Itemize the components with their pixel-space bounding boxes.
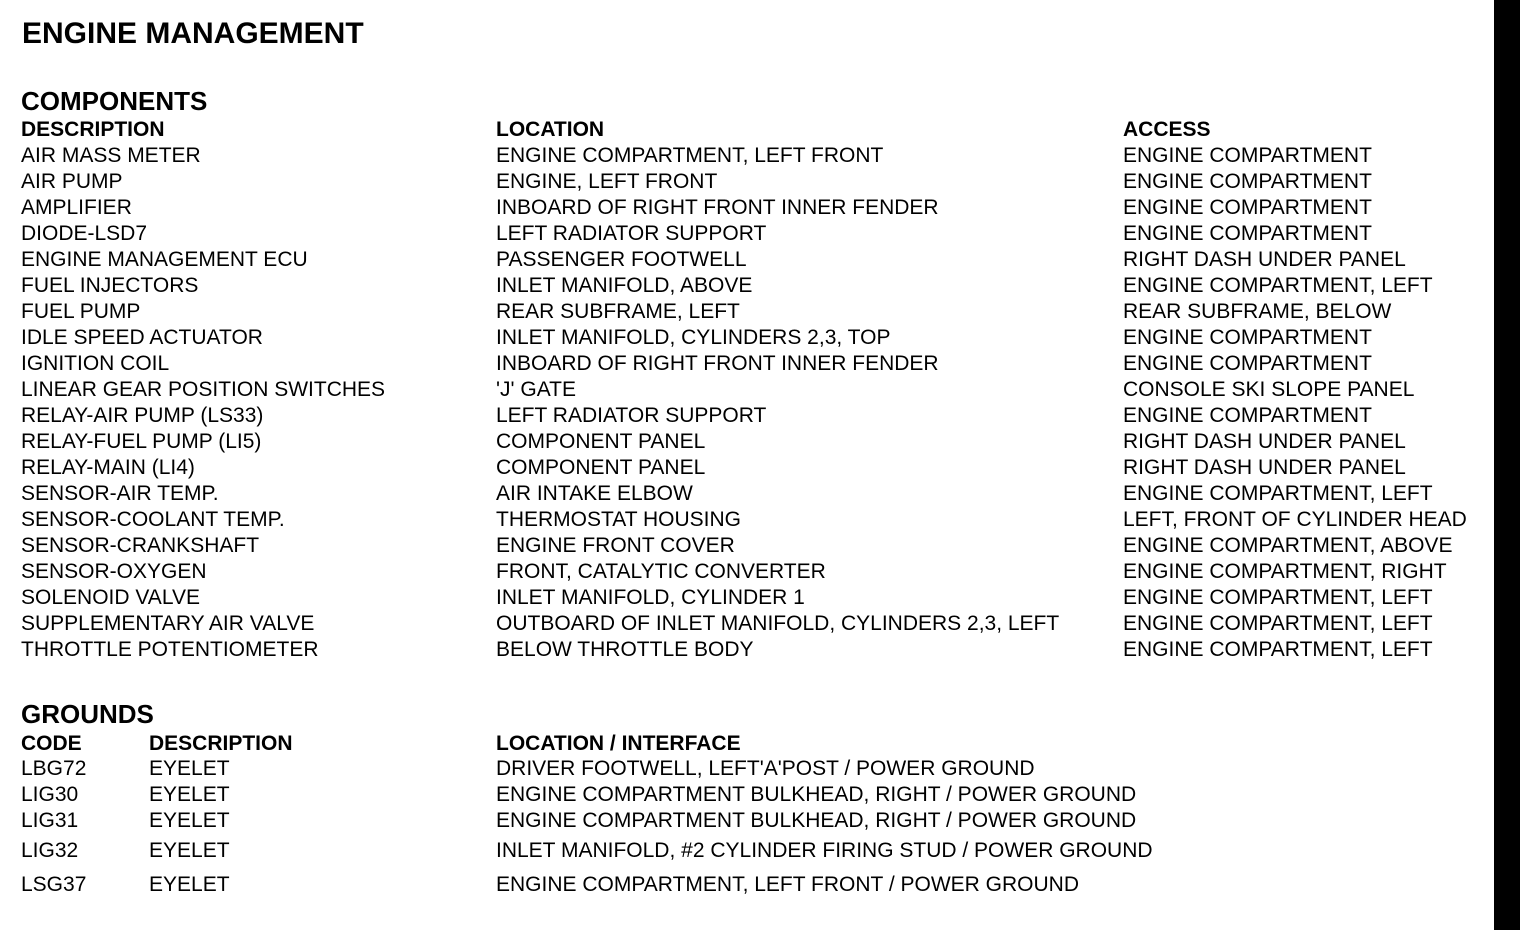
table-row	[0, 377, 1494, 403]
ground-code: LIG31	[21, 809, 79, 832]
ground-description: EYELET	[149, 783, 230, 806]
table-row	[0, 455, 1494, 481]
component-access: ENGINE COMPARTMENT	[1123, 222, 1372, 245]
component-access: ENGINE COMPARTMENT	[1123, 170, 1372, 193]
table-row	[0, 143, 1494, 169]
component-access: ENGINE COMPARTMENT, LEFT	[1123, 638, 1433, 661]
page-edge-bar	[1494, 0, 1520, 930]
ground-location: INLET MANIFOLD, #2 CYLINDER FIRING STUD / POWER GROUND	[496, 839, 1153, 862]
grounds-section-title: GROUNDS	[21, 699, 154, 729]
component-description: IGNITION COIL	[21, 352, 170, 375]
access-column-header: ACCESS	[1123, 118, 1211, 141]
component-access: ENGINE COMPARTMENT, LEFT	[1123, 586, 1433, 609]
component-access: ENGINE COMPARTMENT, LEFT	[1123, 612, 1433, 635]
component-description: AIR PUMP	[21, 170, 123, 193]
component-location: INBOARD OF RIGHT FRONT INNER FENDER	[496, 352, 939, 375]
component-description: SENSOR-COOLANT TEMP.	[21, 508, 285, 531]
component-description: AMPLIFIER	[21, 196, 132, 219]
table-row	[0, 507, 1494, 533]
component-access: ENGINE COMPARTMENT, LEFT	[1123, 274, 1433, 297]
component-description: THROTTLE POTENTIOMETER	[21, 638, 319, 661]
component-location: FRONT, CATALYTIC CONVERTER	[496, 560, 826, 583]
table-row	[0, 872, 1494, 898]
component-description: IDLE SPEED ACTUATOR	[21, 326, 263, 349]
component-description: FUEL INJECTORS	[21, 274, 199, 297]
component-access: CONSOLE SKI SLOPE PANEL	[1123, 378, 1415, 401]
component-description: SENSOR-AIR TEMP.	[21, 482, 219, 505]
table-row	[0, 299, 1494, 325]
table-row	[0, 247, 1494, 273]
component-description: RELAY-FUEL PUMP (LI5)	[21, 430, 262, 453]
table-row	[0, 838, 1494, 864]
table-row	[0, 756, 1494, 782]
component-location: AIR INTAKE ELBOW	[496, 482, 693, 505]
ground-description-column-header: DESCRIPTION	[149, 732, 293, 755]
component-location: PASSENGER FOOTWELL	[496, 248, 747, 271]
location-interface-column-header: LOCATION / INTERFACE	[496, 732, 741, 755]
component-access: RIGHT DASH UNDER PANEL	[1123, 248, 1406, 271]
table-row	[0, 273, 1494, 299]
table-row	[0, 481, 1494, 507]
component-location: COMPONENT PANEL	[496, 456, 706, 479]
component-location: OUTBOARD OF INLET MANIFOLD, CYLINDERS 2,3, LEFT	[496, 612, 1060, 635]
table-row	[0, 221, 1494, 247]
component-access: ENGINE COMPARTMENT	[1123, 352, 1372, 375]
component-description: SENSOR-OXYGEN	[21, 560, 207, 583]
table-row	[0, 195, 1494, 221]
component-location: 'J' GATE	[496, 378, 576, 401]
component-description: RELAY-MAIN (LI4)	[21, 456, 195, 479]
table-row	[0, 611, 1494, 637]
description-column-header: DESCRIPTION	[21, 118, 165, 141]
ground-description: EYELET	[149, 873, 230, 896]
component-location: THERMOSTAT HOUSING	[496, 508, 742, 531]
component-access: ENGINE COMPARTMENT	[1123, 196, 1372, 219]
component-description: DIODE-LSD7	[21, 222, 148, 245]
component-access: ENGINE COMPARTMENT	[1123, 326, 1372, 349]
table-row	[0, 585, 1494, 611]
component-description: SUPPLEMENTARY AIR VALVE	[21, 612, 315, 635]
ground-code: LBG72	[21, 757, 87, 780]
component-description: SOLENOID VALVE	[21, 586, 200, 609]
ground-description: EYELET	[149, 757, 230, 780]
component-description: FUEL PUMP	[21, 300, 141, 323]
table-row	[0, 559, 1494, 585]
component-access: REAR SUBFRAME, BELOW	[1123, 300, 1392, 323]
component-location: INLET MANIFOLD, ABOVE	[496, 274, 753, 297]
component-location: INBOARD OF RIGHT FRONT INNER FENDER	[496, 196, 939, 219]
table-row	[0, 169, 1494, 195]
component-location: ENGINE FRONT COVER	[496, 534, 735, 557]
ground-location: ENGINE COMPARTMENT, LEFT FRONT / POWER GROUND	[496, 873, 1079, 896]
component-location: INLET MANIFOLD, CYLINDERS 2,3, TOP	[496, 326, 891, 349]
component-description: RELAY-AIR PUMP (LS33)	[21, 404, 264, 427]
ground-description: EYELET	[149, 809, 230, 832]
grounds-table-header	[0, 731, 1494, 757]
ground-description: EYELET	[149, 839, 230, 862]
component-location: COMPONENT PANEL	[496, 430, 706, 453]
table-row	[0, 637, 1494, 663]
components-section-title: COMPONENTS	[21, 86, 208, 116]
page-title: ENGINE MANAGEMENT	[22, 17, 364, 50]
ground-code: LIG30	[21, 783, 79, 806]
table-row	[0, 403, 1494, 429]
ground-code: LIG32	[21, 839, 79, 862]
component-description: AIR MASS METER	[21, 144, 201, 167]
component-description: LINEAR GEAR POSITION SWITCHES	[21, 378, 386, 401]
table-row	[0, 533, 1494, 559]
component-location: LEFT RADIATOR SUPPORT	[496, 404, 767, 427]
component-location: ENGINE COMPARTMENT, LEFT FRONT	[496, 144, 884, 167]
component-access: ENGINE COMPARTMENT	[1123, 144, 1372, 167]
component-access: RIGHT DASH UNDER PANEL	[1123, 430, 1406, 453]
component-location: LEFT RADIATOR SUPPORT	[496, 222, 767, 245]
component-description: ENGINE MANAGEMENT ECU	[21, 248, 308, 271]
component-access: LEFT, FRONT OF CYLINDER HEAD	[1123, 508, 1467, 531]
table-row	[0, 429, 1494, 455]
component-access: ENGINE COMPARTMENT, RIGHT	[1123, 560, 1447, 583]
table-row	[0, 782, 1494, 808]
components-table-header	[0, 117, 1494, 143]
ground-location: ENGINE COMPARTMENT BULKHEAD, RIGHT / POWER GROUND	[496, 783, 1137, 806]
table-row	[0, 325, 1494, 351]
component-description: SENSOR-CRANKSHAFT	[21, 534, 260, 557]
components-table	[0, 143, 1494, 663]
component-location: REAR SUBFRAME, LEFT	[496, 300, 740, 323]
table-row	[0, 351, 1494, 377]
component-access: ENGINE COMPARTMENT	[1123, 404, 1372, 427]
ground-location: DRIVER FOOTWELL, LEFT'A'POST / POWER GROUND	[496, 757, 1035, 780]
component-location: BELOW THROTTLE BODY	[496, 638, 754, 661]
component-access: ENGINE COMPARTMENT, ABOVE	[1123, 534, 1453, 557]
component-access: ENGINE COMPARTMENT, LEFT	[1123, 482, 1433, 505]
component-location: INLET MANIFOLD, CYLINDER 1	[496, 586, 805, 609]
component-access: RIGHT DASH UNDER PANEL	[1123, 456, 1406, 479]
code-column-header: CODE	[21, 732, 82, 755]
location-column-header: LOCATION	[496, 118, 605, 141]
ground-code: LSG37	[21, 873, 87, 896]
table-row	[0, 808, 1494, 834]
component-location: ENGINE, LEFT FRONT	[496, 170, 718, 193]
ground-location: ENGINE COMPARTMENT BULKHEAD, RIGHT / POWER GROUND	[496, 809, 1137, 832]
